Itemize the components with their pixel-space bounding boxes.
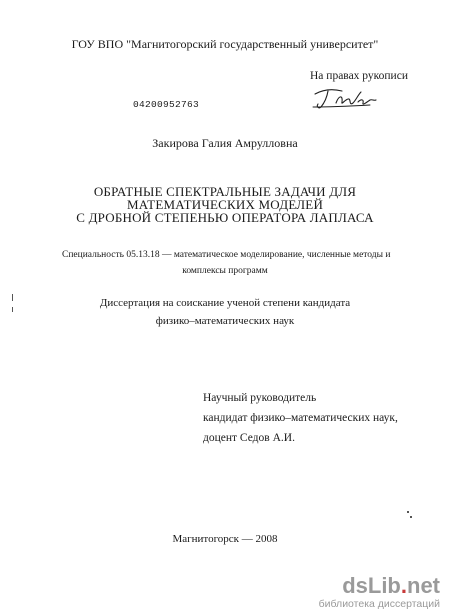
degree-line-1: Диссертация на соискание ученой степени кандидата: [99, 297, 351, 309]
dissertation-title-line-3: С ДРОБНОЙ СТЕПЕНЬЮ ОПЕРАТОРА ЛАПЛАСА: [76, 210, 374, 225]
scan-speck: [407, 511, 409, 513]
dissertation-title-line-2: МАТЕМАТИЧЕСКИХ МОДЕЛЕЙ: [126, 197, 324, 212]
supervisor-label: Научный руководитель: [203, 392, 317, 404]
watermark: [319, 575, 440, 610]
supervisor-name: доцент Седов А.И.: [203, 432, 295, 444]
scan-speck: [12, 307, 13, 312]
watermark-logo: dsLib.net: [342, 573, 440, 598]
supervisor-degree: кандидат физико–математических наук,: [203, 412, 398, 424]
specialty-line-1: Специальность 05.13.18 — математическое моделирование, численные методы и: [62, 250, 391, 260]
handwritten-signature: [312, 86, 378, 110]
city-year: Магнитогорск — 2008: [172, 533, 278, 545]
rights-note: На правах рукописи: [310, 70, 408, 82]
scan-speck: [12, 294, 13, 301]
watermark-subtitle: библиотека диссертаций: [318, 598, 440, 610]
scan-speck: [410, 516, 412, 518]
author-name: Закирова Галия Амрулловна: [152, 136, 298, 150]
specialty-line-2: комплексы программ: [182, 266, 268, 276]
university-name: ГОУ ВПО "Магнитогорский государственный университет": [71, 37, 379, 51]
dissertation-title-line-1: ОБРАТНЫЕ СПЕКТРАЛЬНЫЕ ЗАДАЧИ ДЛЯ: [93, 184, 357, 199]
barcode-number: 04200952763: [133, 99, 200, 110]
degree-line-2: физико–математических наук: [155, 315, 295, 327]
